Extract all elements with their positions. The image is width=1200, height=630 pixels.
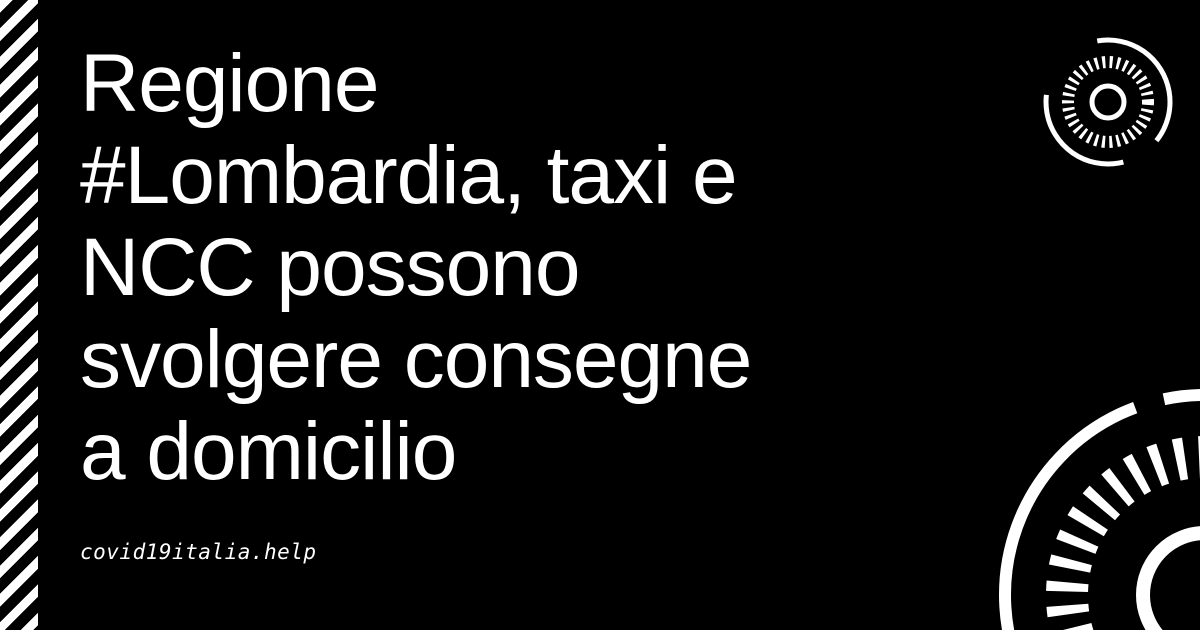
headline-line-2: #Lombardia, taxi e [80,130,737,221]
headline [80,38,980,498]
headline-line-4: svolgere consegne [80,314,752,405]
radial-target-large-icon [990,380,1200,630]
radial-target-logo-icon [1040,24,1180,182]
headline-line-1: Regione [80,38,379,129]
diagonal-stripes-icon [0,0,38,630]
headline-line-3: NCC possono [80,222,580,313]
site-link[interactable]: covid19italia.help [80,540,317,564]
headline-line-5: a domicilio [80,406,457,497]
